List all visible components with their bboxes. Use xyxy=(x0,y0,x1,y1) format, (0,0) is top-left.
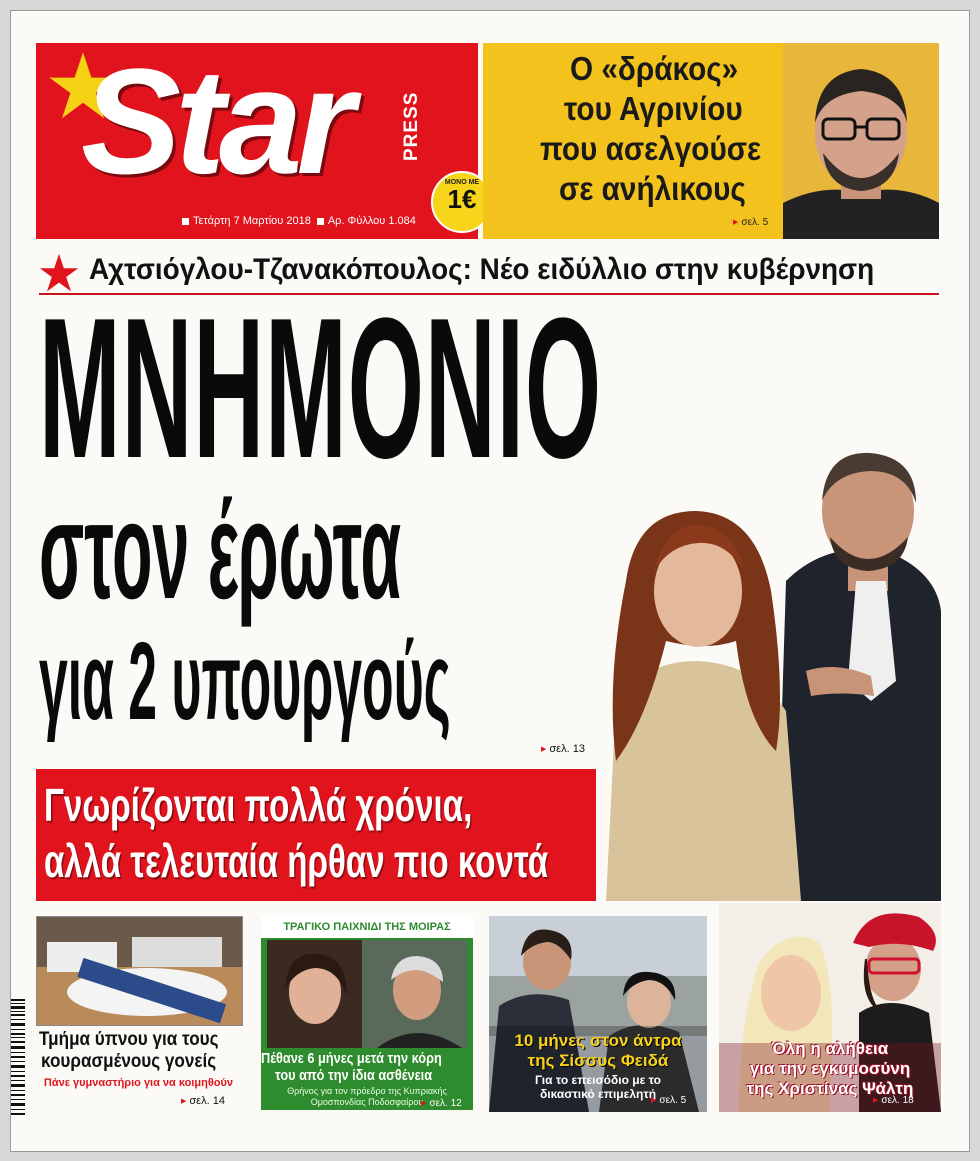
headline-page-ref: ▶ σελ. 13 xyxy=(541,743,585,755)
price-prefix: ΜΟΝΟ ΜΕ xyxy=(444,179,480,186)
main-headline-line-3 xyxy=(39,620,915,743)
logo-sub: PRESS xyxy=(401,91,422,161)
story-tragic-header: ΤΡΑΓΙΚΟ ΠΑΙΧΝΙΔΙ ΤΗΣ ΜΟΙΡΑΣ xyxy=(261,916,473,938)
story-tragic-box xyxy=(261,916,473,1110)
kicker-label: Αχτσιόγλου-Τζανακόπουλος: Νέο ειδύλλιο στην κυβέρνηση xyxy=(89,253,875,286)
story-feida-page-ref: ▶ σελ. 5 xyxy=(651,1095,686,1106)
deck-text xyxy=(44,777,744,889)
story-psalti-title-1: Όλη η αλήθεια xyxy=(771,1039,889,1058)
deck-box xyxy=(36,769,596,901)
story-sleep-title xyxy=(36,1029,241,1073)
issue-date: Τετάρτη 7 Μαρτίου 2018 xyxy=(193,215,311,227)
story-feida-title-1: 10 μήνες στον άντρα xyxy=(514,1031,682,1050)
main-headline-line-2 xyxy=(39,474,794,628)
story-feida-sub-2: δικαστικό επιμελητή xyxy=(539,1087,657,1101)
price-value: 1€ xyxy=(447,184,477,214)
story-sleep-page-ref: ▶ σελ. 14 xyxy=(181,1095,225,1107)
newspaper-front-page xyxy=(10,10,970,1152)
teaser-line-2: του Αγρινίου xyxy=(563,90,743,127)
man-portrait-photo xyxy=(783,43,939,239)
teaser-line-3: που ασελγούσε xyxy=(540,130,762,167)
masthead xyxy=(36,37,478,239)
dateline xyxy=(176,215,416,227)
story-feida-sub-1: Για το επεισόδιο με το xyxy=(534,1073,661,1087)
story-psalti-title xyxy=(719,1039,941,1099)
headline-text-1: ΜΝΗΜΟΝΙΟ xyxy=(39,277,603,500)
story-psalti-title-2: για την εγκυμοσύνη xyxy=(749,1059,911,1078)
barcode-icon xyxy=(11,999,29,1119)
main-headline-line-1 xyxy=(39,277,970,500)
sleeping-parents-photo xyxy=(36,916,243,1026)
issue-number: Αρ. Φύλλου 1.084 xyxy=(327,215,416,227)
story-sleep-subtitle: Πάνε γυμναστήριο για να κοιμηθούν xyxy=(43,1077,234,1089)
story-psalti-page-ref: ▶ σελ. 18 xyxy=(873,1095,914,1106)
headline-text-2: στον έρωτα xyxy=(39,474,402,628)
teaser-page-ref: ▶ σελ. 5 xyxy=(733,217,768,228)
story-psalti-title-3: της Χριστίνας Ψάλτη xyxy=(746,1079,914,1098)
teaser-line-4: σε ανήλικους xyxy=(559,170,747,207)
story-tragic-title-2: του από την ίδια ασθένεια xyxy=(274,1067,432,1084)
teaser-box xyxy=(483,43,939,239)
teaser-line-1: Ο «δράκος» xyxy=(569,50,738,87)
story-tragic-page-ref: ▶ σελ. 12 xyxy=(421,1098,462,1109)
logo-wordmark: Star xyxy=(81,37,349,205)
headline-text-3: για 2 υπουργούς xyxy=(39,620,451,743)
story-sleep-title-1: Τμήμα ύπνου για τους xyxy=(38,1029,219,1050)
teaser-headline xyxy=(503,49,823,209)
story-tragic-sub-2: Ομοσπονδίας Ποδοσφαίρου xyxy=(310,1097,424,1107)
deck-line-2: αλλά τελευταία ήρθαν πιο κοντά xyxy=(44,835,549,887)
story-tragic-sub-1: Θρήνος για τον πρόεδρο της Κυπριακής xyxy=(287,1086,447,1096)
story-feida-title xyxy=(489,1031,707,1071)
story-sleep-title-2: κουρασμένους γονείς xyxy=(41,1051,217,1072)
deck-line-1: Γνωρίζονται πολλά χρόνια, xyxy=(44,779,473,831)
story-feida-title-2: της Σίσσυς Φειδά xyxy=(527,1051,669,1070)
story-tragic-title-1: Πέθανε 6 μήνες μετά την κόρη xyxy=(261,1050,442,1067)
story-tragic-title xyxy=(261,1050,473,1084)
father-daughter-photo xyxy=(267,940,467,1048)
